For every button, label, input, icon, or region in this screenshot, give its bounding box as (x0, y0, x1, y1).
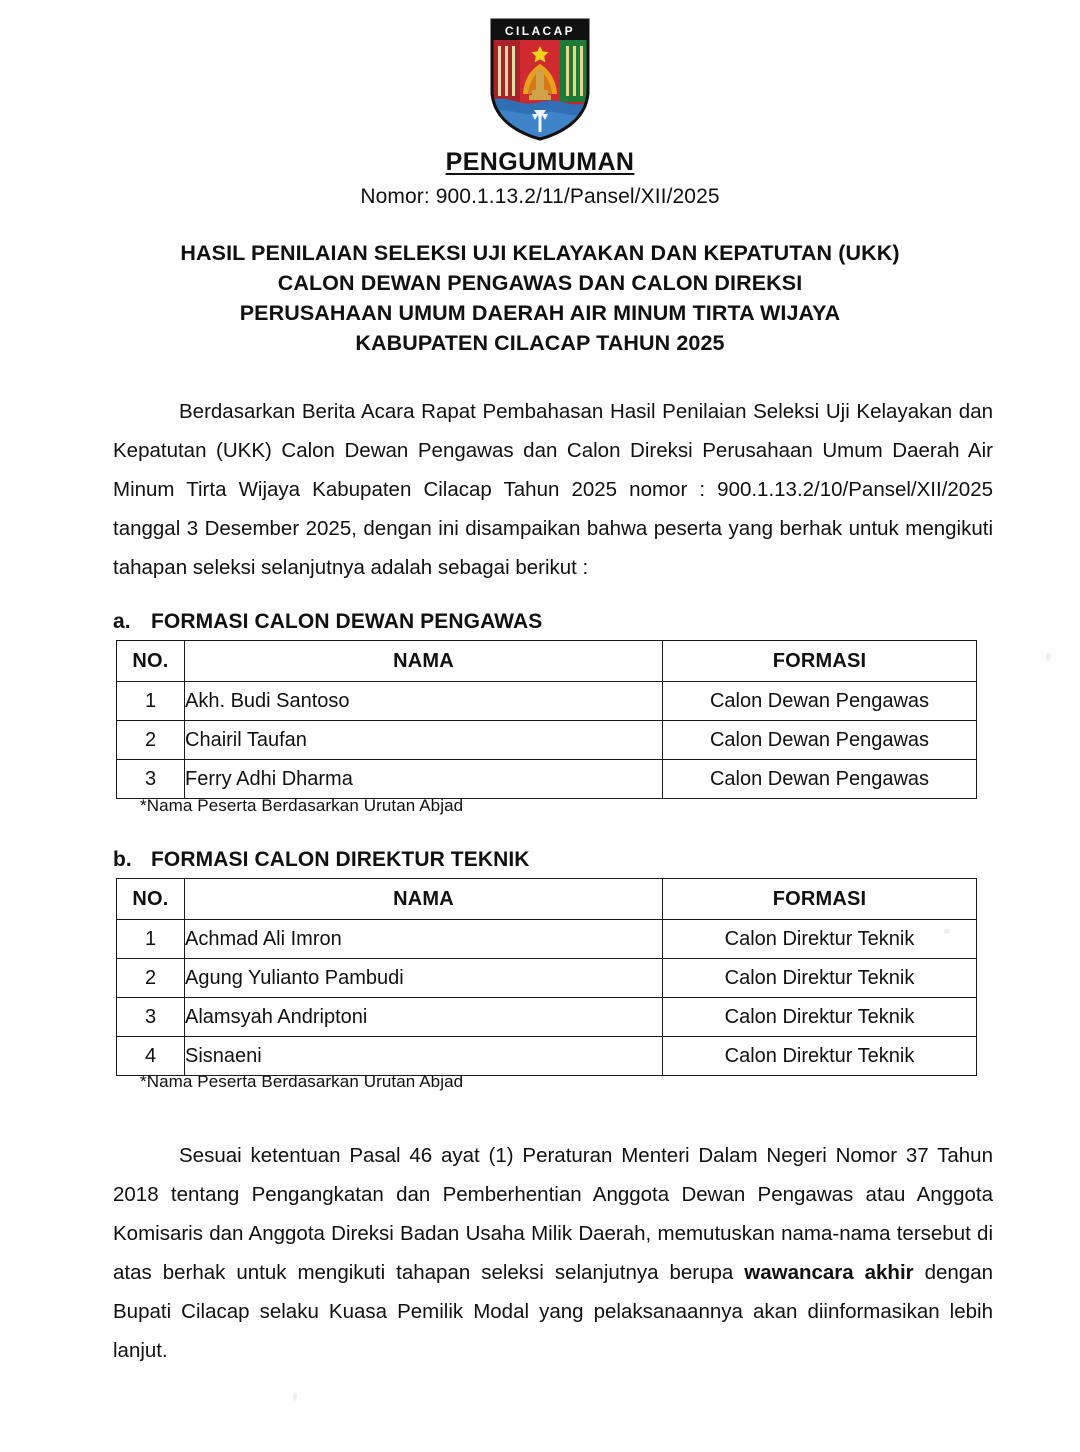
table-row (117, 682, 977, 721)
table-row (117, 998, 977, 1037)
column-header-no: NO. (117, 879, 185, 920)
cell-formasi: Calon Dewan Pengawas (663, 682, 977, 721)
table-header-row (117, 879, 977, 920)
cell-nama: Akh. Budi Santoso (185, 682, 663, 721)
table-header-row (117, 641, 977, 682)
table-row (117, 721, 977, 760)
document-subject (0, 238, 1080, 358)
intro-paragraph (113, 392, 993, 587)
cell-formasi: Calon Direktur Teknik (663, 959, 977, 998)
cell-no: 4 (117, 1037, 185, 1076)
section-heading-a (113, 610, 542, 634)
intro-paragraph-text: Berdasarkan Berita Acara Rapat Pembahasan Hasil Penilaian Seleksi Uji Kelayakan dan Kepatutan (UKK) Calon Dewan Pengawas dan Calon Direksi Perusahaan Umum Daerah Air Minum Tirta Wijaya Kabupaten Cilacap Tahun 2025 nomor : 900.1.13.2/10/Pansel/XII/2025 tanggal 3 Desember 2025, dengan ini disampaikan bahwa peserta yang berhak untuk mengikuti tahapan seleksi selanjutnya adalah sebagai berikut : (113, 400, 993, 579)
cell-no: 3 (117, 760, 185, 799)
column-header-nama: NAMA (185, 879, 663, 920)
table-formasi-dewan-pengawas (116, 640, 977, 799)
cell-nama: Ferry Adhi Dharma (185, 760, 663, 799)
cell-nama: Achmad Ali Imron (185, 920, 663, 959)
cell-formasi: Calon Direktur Teknik (663, 998, 977, 1037)
cell-no: 1 (117, 682, 185, 721)
closing-paragraph (113, 1136, 993, 1370)
subject-line-1: HASIL PENILAIAN SELEKSI UJI KELAYAKAN DAN KEPATUTAN (UKK) (180, 241, 900, 265)
svg-text:CILACAP: CILACAP (504, 24, 576, 38)
table-formasi-direktur-teknik (116, 878, 977, 1076)
cell-no: 1 (117, 920, 185, 959)
cell-formasi: Calon Dewan Pengawas (663, 721, 977, 760)
column-header-no: NO. (117, 641, 185, 682)
cell-no: 2 (117, 721, 185, 760)
closing-text-part1: Sesuai ketentuan Pasal 46 ayat (1) Peraturan Menteri Dalam Negeri Nomor 37 Tahun 2018 tentang Pengangkatan dan Pemberhentian Anggota Dewan Pengawas atau Anggota Komisaris dan Anggota Direksi Badan Usaha Milik Daerah, memutuskan nama-nama tersebut di atas berhak untuk mengikuti tahapan seleksi selanjutnya berupa (113, 1144, 993, 1284)
document-number: Nomor: 900.1.13.2/11/Pansel/XII/2025 (360, 185, 720, 208)
cell-no: 2 (117, 959, 185, 998)
table-row (117, 920, 977, 959)
cell-nama: Sisnaeni (185, 1037, 663, 1076)
footnote-a: *Nama Peserta Berdasarkan Urutan Abjad (140, 796, 464, 815)
cilacap-coat-of-arms-icon (486, 16, 594, 142)
emblem-container (0, 16, 1080, 142)
cell-nama: Chairil Taufan (185, 721, 663, 760)
column-header-formasi: FORMASI (663, 879, 977, 920)
cell-nama: Alamsyah Andriptoni (185, 998, 663, 1037)
cell-no: 3 (117, 998, 185, 1037)
cell-formasi: Calon Dewan Pengawas (663, 760, 977, 799)
column-header-nama: NAMA (185, 641, 663, 682)
column-header-formasi: FORMASI (663, 641, 977, 682)
scan-speck (293, 1392, 297, 1401)
closing-text-emphasis: wawancara akhir (744, 1261, 914, 1284)
cell-nama: Agung Yulianto Pambudi (185, 959, 663, 998)
table-row (117, 959, 977, 998)
cell-formasi: Calon Direktur Teknik (663, 920, 977, 959)
page-title: PENGUMUMAN (445, 148, 635, 176)
closing-text-part2: dengan Bupati Cilacap selaku Kuasa Pemilik Modal yang pelaksanaannya akan diinformasikan lebih lanjut. (113, 1261, 994, 1362)
footnote-b: *Nama Peserta Berdasarkan Urutan Abjad (140, 1072, 464, 1091)
title-block (0, 148, 1080, 209)
scan-speck (1046, 652, 1051, 661)
table-row (117, 760, 977, 799)
section-marker-b: b. (113, 848, 132, 871)
section-heading-b (113, 848, 530, 872)
cell-formasi: Calon Direktur Teknik (663, 1037, 977, 1076)
table-row (117, 1037, 977, 1076)
subject-line-2: CALON DEWAN PENGAWAS DAN CALON DIREKSI (277, 271, 803, 295)
section-title-b: FORMASI CALON DIREKTUR TEKNIK (151, 848, 530, 871)
subject-line-4: KABUPATEN CILACAP TAHUN 2025 (355, 331, 725, 355)
section-marker-a: a. (113, 610, 131, 633)
subject-line-3: PERUSAHAAN UMUM DAERAH AIR MINUM TIRTA WIJAYA (239, 301, 841, 325)
section-title-a: FORMASI CALON DEWAN PENGAWAS (151, 610, 543, 633)
